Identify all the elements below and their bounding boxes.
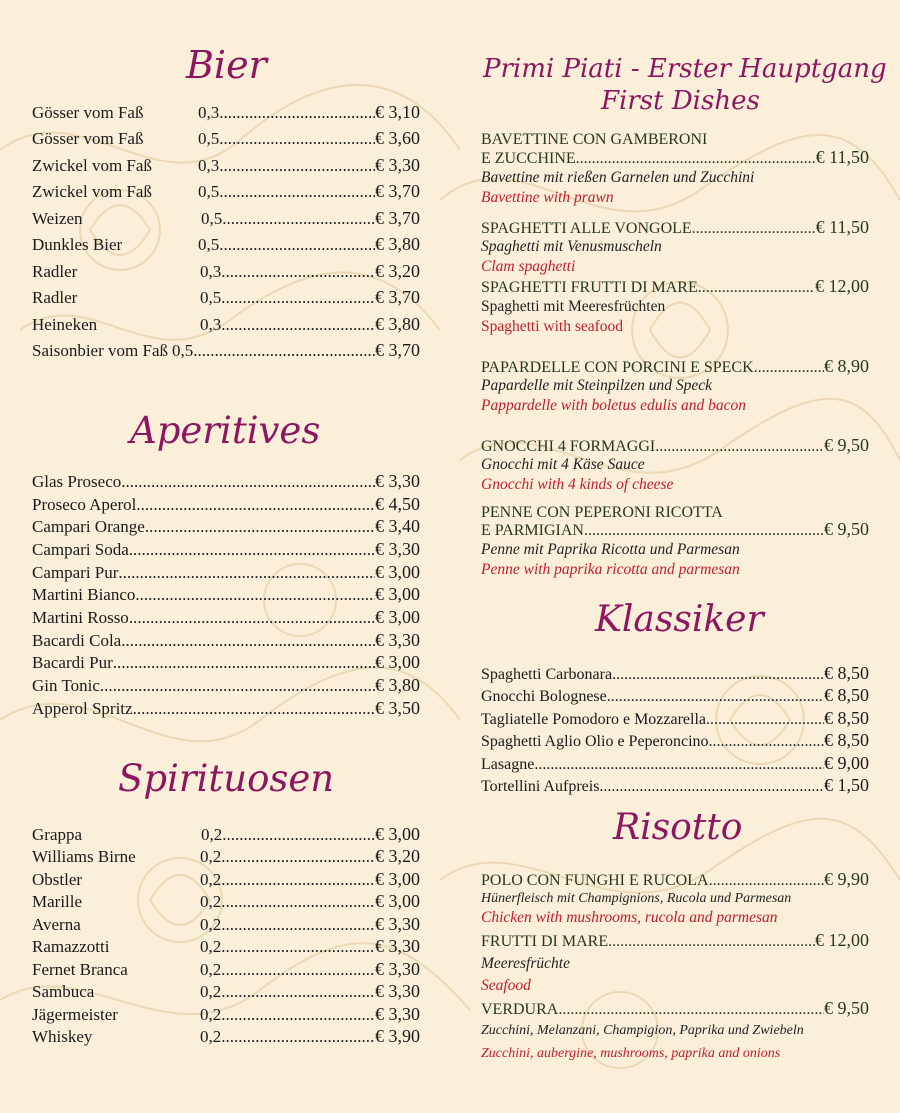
item-qty: 0,2 [200, 915, 222, 934]
item-name: Sambuca [32, 982, 95, 1001]
item-price: € 3,30 [375, 914, 420, 934]
spirit-item [32, 935, 420, 957]
klassiker-item [481, 662, 869, 684]
item-price: € 3,00 [375, 869, 420, 889]
item-price: € 3,00 [375, 891, 420, 911]
aperitive-item [32, 493, 420, 515]
aperitive-item [32, 561, 420, 583]
spirit-item [32, 958, 420, 980]
item-price: € 3,20 [375, 846, 420, 866]
item-price: € 3,80 [375, 234, 420, 254]
item-price: € 3,80 [375, 675, 420, 695]
dish-german: Meeresfrüchte [481, 955, 570, 972]
item-price: € 3,70 [375, 287, 420, 307]
item-qty: 0,2 [200, 892, 222, 911]
aperitive-item [32, 470, 420, 492]
dish-price: € 12,00 [815, 930, 869, 950]
item-qty: 0,5 [172, 341, 194, 360]
item-name: Campari Orange [32, 517, 145, 536]
dish-name: E PARMIGIAN [481, 522, 584, 539]
item-name: Grappa [32, 825, 83, 844]
dish-english: Pappardelle with boletus edulis and bacon [481, 397, 747, 414]
item-price: € 3,60 [375, 128, 420, 148]
dish-price: € 9,50 [824, 435, 869, 455]
item-price: € 3,70 [375, 208, 420, 228]
item-price: € 3,30 [375, 630, 420, 650]
item-name: Obstler [32, 870, 83, 889]
klassiker-item [481, 729, 869, 751]
dish-name: GNOCCHI 4 FORMAGGI [481, 438, 656, 455]
dish-name: PAPARDELLE CON PORCINI E SPECK [481, 359, 754, 376]
dish-german: Gnocchi mit 4 Käse Sauce [481, 456, 645, 473]
item-qty: 0,3 [198, 103, 220, 122]
spirit-item [32, 845, 420, 867]
aperitive-item [32, 651, 420, 673]
item-price: € 3,30 [375, 1004, 420, 1024]
item-name: Gösser vom Faß [32, 103, 144, 122]
dish-price: € 9,50 [824, 519, 869, 539]
spirituosen-title: Spirituosen [118, 757, 335, 800]
bier-item [32, 100, 420, 124]
item-price: € 3,40 [375, 516, 420, 536]
dish-english: Spaghetti with seafood [481, 318, 624, 335]
bier-item [32, 179, 420, 203]
risotto-row [481, 868, 869, 890]
item-name: Zwickel vom Faß [32, 182, 152, 201]
item-price: € 3,30 [375, 539, 420, 559]
dish-english: Clam spaghetti [481, 258, 576, 275]
item-price: € 3,30 [375, 936, 420, 956]
dish-english: Zucchini, aubergine, mushrooms, paprika and onions [481, 1046, 781, 1061]
item-qty: 0,2 [200, 937, 222, 956]
item-price: € 3,30 [375, 471, 420, 491]
klassiker-item [481, 684, 869, 706]
item-price: € 8,50 [824, 708, 869, 728]
item-price: € 3,00 [375, 607, 420, 627]
dish-name-line: BAVETTINE CON GAMBERONI [481, 131, 708, 148]
klassiker-item [481, 707, 869, 729]
bier-item [32, 312, 420, 336]
item-qty: 0,2 [200, 1027, 222, 1046]
klassiker-item [481, 752, 869, 774]
aperitive-item [32, 629, 420, 651]
item-price: € 3,80 [375, 314, 420, 334]
item-price: € 8,50 [824, 663, 869, 683]
dish-row [481, 275, 869, 297]
item-price: € 3,90 [375, 1026, 420, 1046]
item-name: Weizen [32, 209, 83, 228]
dish-german: Papardelle mit Steinpilzen und Speck [481, 377, 713, 394]
item-price: € 3,70 [375, 181, 420, 201]
item-name: Tortellini Aufpreis [481, 778, 600, 795]
aperitive-item [32, 515, 420, 537]
spirit-item [32, 980, 420, 1002]
item-name: Radler [32, 262, 78, 281]
item-qty: 0,2 [200, 960, 222, 979]
item-qty: 0,3 [200, 315, 222, 334]
dish-german: Spaghetti mit Meeresfrüchten [481, 298, 666, 315]
item-name: Whiskey [32, 1027, 93, 1046]
item-name: Apperol Spritz [32, 699, 133, 718]
item-qty: 0,5 [201, 209, 223, 228]
aperitive-item [32, 583, 420, 605]
item-name: Campari Soda [32, 540, 129, 559]
spirit-item [32, 823, 420, 845]
item-qty: 0,5 [198, 235, 220, 254]
item-qty: 0,2 [200, 847, 222, 866]
item-price: € 3,00 [375, 584, 420, 604]
dish-price: € 12,00 [815, 276, 869, 296]
item-name: Spaghetti Carbonara [481, 666, 613, 683]
dish-german: Zucchini, Melanzani, Champigion, Paprika und Zwiebeln [481, 1023, 804, 1038]
dish-row [481, 146, 869, 168]
dish-price: € 11,50 [815, 217, 869, 237]
item-price: € 3,30 [375, 959, 420, 979]
item-price: € 3,10 [375, 102, 420, 122]
klassiker-title: Klassiker [595, 599, 764, 640]
dish-name: POLO CON FUNGHI E RUCOLA [481, 872, 709, 889]
item-qty: 0,2 [200, 1005, 222, 1024]
aperitive-item [32, 538, 420, 560]
item-name: Ramazzotti [32, 937, 110, 956]
item-price: € 3,00 [375, 652, 420, 672]
dish-german: Penne mit Paprika Ricotta und Parmesan [481, 541, 740, 558]
item-qty: 0,2 [201, 825, 223, 844]
spirit-item [32, 1003, 420, 1025]
dish-english: Bavettine with prawn [481, 189, 614, 206]
bier-item [32, 153, 420, 177]
bier-title: Bier [186, 43, 267, 87]
item-qty: 0,2 [200, 982, 222, 1001]
item-price: € 4,50 [375, 494, 420, 514]
aperitives-title: Aperitives [130, 409, 321, 452]
dish-row [481, 518, 869, 540]
item-name: Gösser vom Faß [32, 129, 144, 148]
item-name: Jägermeister [32, 1005, 118, 1024]
risotto-row [481, 997, 869, 1019]
dish-row [481, 216, 869, 238]
item-name: Bacardi Cola [32, 631, 122, 650]
item-name: Gnocchi Bolognese [481, 688, 607, 705]
item-price: € 3,00 [375, 824, 420, 844]
spirit-item [32, 1025, 420, 1047]
klassiker-item [481, 774, 869, 796]
dish-name: SPAGHETTI ALLE VONGOLE [481, 220, 692, 237]
item-price: € 3,00 [375, 562, 420, 582]
dish-name: E ZUCCHINE [481, 150, 576, 167]
aperitive-item [32, 606, 420, 628]
primi-title-line2: First Dishes [601, 86, 760, 116]
dish-english: Penne with paprika ricotta and parmesan [481, 561, 740, 578]
item-name: Williams Birne [32, 847, 136, 866]
primi-title-line1: Primi Piati - Erster Hauptgang [483, 54, 887, 84]
spirit-item [32, 890, 420, 912]
item-name: Spaghetti Aglio Olio e Peperoncino [481, 733, 709, 750]
item-name: Dunkles Bier [32, 235, 123, 254]
item-name: Heineken [32, 315, 98, 334]
item-qty: 0,5 [198, 129, 220, 148]
item-qty: 0,2 [200, 870, 222, 889]
item-price: € 3,50 [375, 698, 420, 718]
item-name: Fernet Branca [32, 960, 128, 979]
dish-german: Bavettine mit rießen Garnelen und Zucchini [481, 169, 755, 186]
item-price: € 3,30 [375, 155, 420, 175]
item-price: € 3,30 [375, 981, 420, 1001]
risotto-row [481, 929, 869, 951]
dish-german: Spaghetti mit Venusmuscheln [481, 238, 662, 255]
bier-item [32, 338, 420, 362]
bier-item [32, 285, 420, 309]
dish-name: VERDURA [481, 1001, 559, 1018]
item-price: € 9,00 [824, 753, 869, 773]
dish-price: € 11,50 [815, 147, 869, 167]
dish-row [481, 355, 869, 377]
item-price: € 8,50 [824, 730, 869, 750]
dish-row [481, 434, 869, 456]
item-price: € 3,70 [375, 340, 420, 360]
dish-price: € 9,50 [824, 998, 869, 1018]
dish-name-line: PENNE CON PEPERONI RICOTTA [481, 504, 723, 521]
item-name: Martini Bianco [32, 585, 136, 604]
aperitive-item [32, 674, 420, 696]
item-name: Lasagne [481, 756, 535, 773]
bier-item [32, 126, 420, 150]
dish-english: Chicken with mushrooms, rucola and parmesan [481, 909, 778, 926]
bier-item [32, 259, 420, 283]
item-name: Glas Proseco [32, 472, 122, 491]
item-name: Proseco Aperol [32, 495, 137, 514]
spirit-item [32, 868, 420, 890]
item-name: Martini Rosso [32, 608, 129, 627]
spirit-item [32, 913, 420, 935]
item-price: € 3,20 [375, 261, 420, 281]
item-name: Zwickel vom Faß [32, 156, 152, 175]
dish-name: SPAGHETTI FRUTTI DI MARE [481, 279, 698, 296]
bier-item [32, 206, 420, 230]
item-qty: 0,3 [198, 156, 220, 175]
bier-item [32, 232, 420, 256]
item-qty: 0,5 [200, 288, 222, 307]
item-name: Campari Pur [32, 563, 119, 582]
item-price: € 8,50 [824, 685, 869, 705]
dish-english: Seafood [481, 977, 531, 994]
dish-name: FRUTTI DI MARE [481, 933, 609, 950]
risotto-title: Risotto [613, 807, 743, 848]
dish-german: Hünerfleisch mit Champignions, Rucola und Parmesan [481, 891, 792, 906]
item-qty: 0,5 [198, 182, 220, 201]
item-name: Radler [32, 288, 78, 307]
item-name: Averna [32, 915, 81, 934]
item-name: Bacardi Pur [32, 653, 113, 672]
dish-english: Gnocchi with 4 kinds of cheese [481, 476, 674, 493]
item-name: Marille [32, 892, 83, 911]
aperitive-item [32, 697, 420, 719]
item-name: Gin Tonic [32, 676, 100, 695]
item-name: Saisonbier vom Faß [32, 341, 168, 360]
dish-price: € 8,90 [824, 356, 869, 376]
item-name: Tagliatelle Pomodoro e Mozzarella [481, 711, 707, 728]
item-qty: 0,3 [200, 262, 222, 281]
item-price: € 1,50 [824, 775, 869, 795]
dish-price: € 9,90 [824, 869, 869, 889]
